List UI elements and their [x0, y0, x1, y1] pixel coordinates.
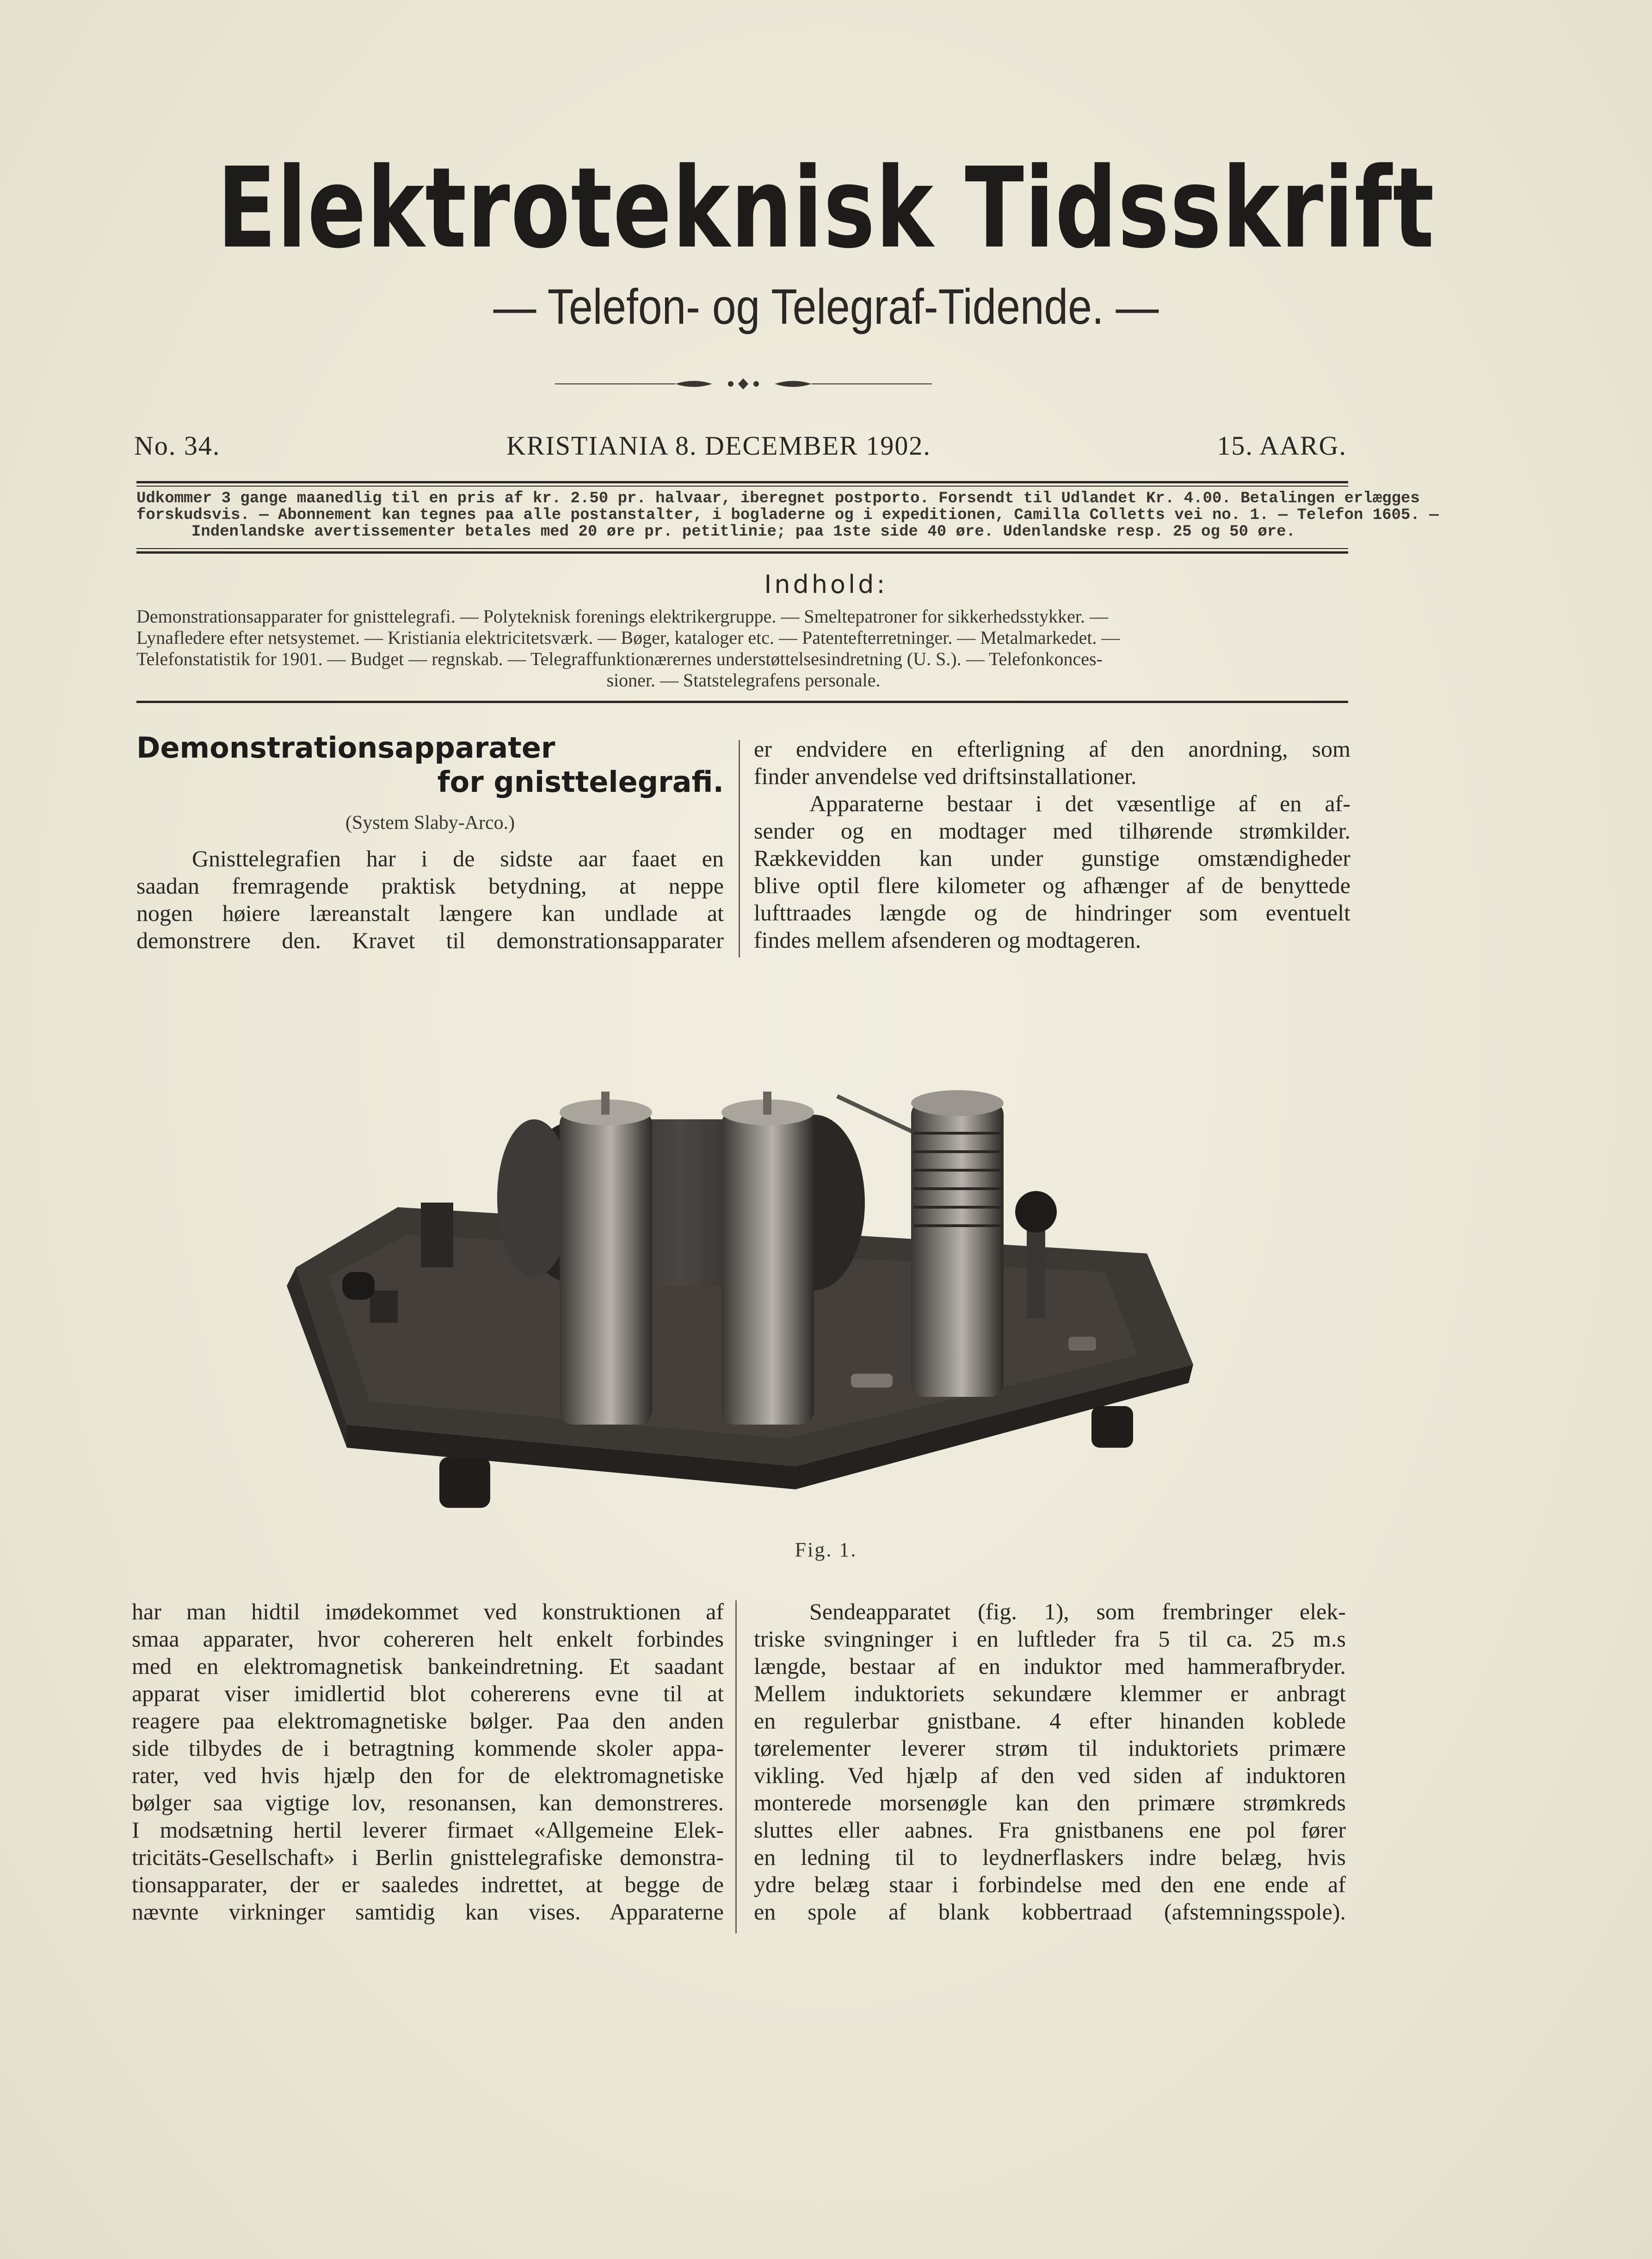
issue-place-date: KRISTIANIA 8. DECEMBER 1902. — [506, 431, 931, 461]
body-line: nævnte virkninger samtidig kan vises. Apparaterne — [132, 1899, 724, 1925]
contents-line: sioner. — Statstelegrafens personale. — [606, 670, 881, 691]
rule-sub-thick — [136, 551, 1348, 554]
subscription-line: Indenlandske avertissementer betales med 20 øre pr. petitlinie; paa 1ste side 40 øre. Udenlandske resp. 25 og 50 øre. — [191, 523, 1296, 541]
body-line: triske svingninger i en luftleder fra 5 til ca. 25 m.s — [754, 1626, 1346, 1652]
body-line: længde, bestaar af en induktor med hammerafbryder. — [754, 1653, 1346, 1679]
column-divider-upper — [739, 740, 740, 957]
contents-line: Lynafledere efter netsystemet. — Kristiania elektricitetsværk. — Bøger, kataloger etc. — Patentefterretninger. — Metalmarkedet. — — [136, 627, 1120, 648]
body-line: finder anvendelse ved driftsinstallationer. — [754, 763, 1137, 789]
body-line: en spole af blank kobbertraad (afstemningsspole). — [754, 1899, 1346, 1925]
body-line: tørelementer leverer strøm til induktoriets primære — [754, 1735, 1346, 1761]
body-line: I modsætning hertil leverer firmaet «Allgemeine Elek- — [132, 1817, 724, 1843]
body-line: sluttes eller aabnes. Fra gnistbanens ene pol fører — [754, 1817, 1346, 1843]
masthead-subtitle: — Telefon- og Telegraf-Tidende. — — [493, 278, 1159, 334]
body-line: lufttraades længde og de hindringer som eventuelt — [754, 900, 1350, 926]
body-line: er endvidere en efterligning af den anordning, som — [754, 736, 1350, 762]
body-line: demonstrere den. Kravet til demonstrationsapparater — [136, 927, 724, 953]
body-line: blive optil flere kilometer og afhænger af de benyttede — [754, 872, 1350, 898]
body-line: en ledning til to leydnerflaskers indre belæg, hvis — [754, 1844, 1346, 1870]
body-line: vikling. Ved hjælp af den ved siden af induktoren — [754, 1762, 1346, 1788]
ornament-divider — [555, 377, 932, 391]
article-title-line2: for gnisttelegrafi. — [437, 765, 724, 799]
rule-top-thick — [136, 481, 1348, 483]
body-line: har man hidtil imødekommet ved konstruktionen af — [132, 1599, 724, 1624]
contents-list — [136, 606, 1350, 691]
subscription-line: forskudsvis. — Abonnement kan tegnes paa alle postanstalter, i bogladerne og i expeditionen, Camilla Colletts vei no. 1. — Telefon 1605. — — [136, 506, 1439, 524]
upper-left-column — [136, 845, 724, 954]
body-line: monterede morsenøgle kan den primære strømkreds — [754, 1790, 1346, 1815]
body-line: ydre belæg staar i forbindelse med den ene ende af — [754, 1871, 1346, 1897]
body-line: Mellem induktoriets sekundære klemmer er anbragt — [754, 1680, 1346, 1706]
lower-left-column — [132, 1598, 724, 1926]
issue-number: No. 34. — [134, 431, 221, 461]
body-line: med en elektromagnetisk bankeindretning. Et saadant — [132, 1653, 724, 1679]
body-line: smaa apparater, hvor cohereren helt enkelt forbindes — [132, 1626, 724, 1652]
rule-top-thin — [136, 486, 1348, 487]
body-line: apparat viser imidlertid blot cohererens evne til at — [132, 1680, 724, 1706]
body-line: Gnisttelegrafien har i de sidste aar faaet en — [192, 846, 724, 871]
subscription-line: Udkommer 3 gange maanedlig til en pris af kr. 2.50 pr. halvaar, iberegnet postporto. Forsendt til Udlandet Kr. 4.00. Betalingen erlægges — [136, 490, 1420, 507]
column-divider-lower — [735, 1600, 737, 1933]
body-line: side tilbydes de i betragtning kommende skoler appa- — [132, 1735, 724, 1761]
article-title — [136, 731, 724, 799]
body-line: tionsapparater, der er saaledes indrettet, at begge de — [132, 1871, 724, 1897]
body-line: rater, ved hvis hjælp den for de elektromagnetiske — [132, 1762, 724, 1788]
masthead-title: Elektroteknisk Tidsskrift — [217, 143, 1435, 273]
lower-right-column — [754, 1598, 1346, 1926]
body-line: Sendeapparatet (fig. 1), som frembringer elek- — [809, 1599, 1346, 1624]
dateline — [134, 430, 1347, 461]
body-line: Rækkevidden kan under gunstige omstændigheder — [754, 845, 1350, 871]
body-line: tricitäts-Gesellschaft» i Berlin gnisttelegrafiske demonstra- — [132, 1844, 724, 1870]
article-title-line1: Demonstrationsapparater — [136, 731, 555, 765]
contents-line: Telefonstatistik for 1901. — Budget — regnskab. — Telegraffunktionærernes understøttelsesindretning (U. S.). — Telefonkonces- — [136, 648, 1103, 669]
subscription-info — [136, 490, 1439, 541]
body-line: Apparaterne bestaar i det væsentlige af en af- — [809, 790, 1350, 816]
system-note: (System Slaby-Arco.) — [345, 812, 515, 833]
body-line: bølger saa vigtige lov, resonansen, kan demonstreres. — [132, 1790, 724, 1815]
body-line: sender og en modtager med tilhørende strømkilder. — [754, 818, 1350, 844]
rule-sub-thin — [136, 548, 1348, 549]
figure-caption: Fig. 1. — [795, 1538, 857, 1561]
rule-contents-thick — [136, 701, 1348, 703]
upper-right-column — [754, 735, 1350, 954]
contents-line: Demonstrationsapparater for gnisttelegrafi. — Polyteknisk forenings elektrikergruppe. — Smeltepatroner for sikkerhedsstykker. — — [136, 606, 1108, 627]
apparatus-illustration — [268, 994, 1212, 1540]
body-line: reagere paa elektromagnetiske bølger. Paa den anden — [132, 1708, 724, 1734]
body-line: saadan fremragende praktisk betydning, at neppe — [136, 873, 724, 899]
contents-heading: Indhold: — [764, 570, 888, 599]
issue-volume: 15. AARG. — [1217, 431, 1347, 461]
body-line: en regulerbar gnistbane. 4 efter hinanden koblede — [754, 1708, 1346, 1734]
body-line: findes mellem afsenderen og modtageren. — [754, 927, 1141, 953]
body-line: nogen høiere læreanstalt længere kan undlade at — [136, 900, 724, 926]
